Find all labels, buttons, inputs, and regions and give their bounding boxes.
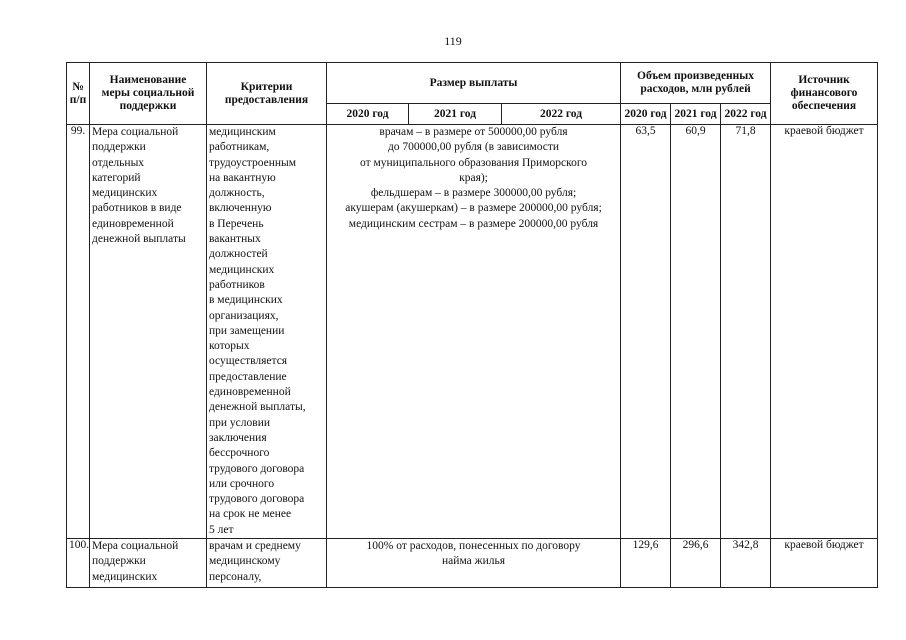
header-payment-2021: 2021 год bbox=[409, 104, 502, 125]
header-payment: Размер выплаты bbox=[327, 63, 621, 104]
volume-2021: 296,6 bbox=[671, 539, 721, 588]
header-volume-2021: 2021 год bbox=[671, 104, 721, 125]
page-number: 119 bbox=[444, 34, 462, 48]
table-row bbox=[67, 125, 878, 539]
volume-2021: 60,9 bbox=[671, 125, 721, 539]
header-volume: Объем произведенных расходов, млн рублей bbox=[621, 63, 771, 104]
volume-2020: 63,5 bbox=[621, 125, 671, 539]
header-criteria: Критерии предоставления bbox=[207, 63, 327, 125]
volume-2022: 71,8 bbox=[721, 125, 771, 539]
volume-2022: 342,8 bbox=[721, 539, 771, 588]
volume-2020: 129,6 bbox=[621, 539, 671, 588]
header-volume-2020: 2020 год bbox=[621, 104, 671, 125]
header-volume-2022: 2022 год bbox=[721, 104, 771, 125]
funding-source: краевой бюджет bbox=[771, 539, 878, 588]
social-support-table bbox=[66, 62, 878, 588]
payment-amount: врачам – в размере от 500000,00 рубля до 700000,00 рубля (в зависимости от муниципального образования Приморского края); фельдшерам – в размере 300000,00 рубля; акушерам (акушеркам) – в размере 200000,00 рубля; медицинским сестрам – в размере 200000,00 рубля bbox=[327, 125, 621, 539]
criteria: медицинским работникам, трудоустроенным на вакантную должность, включенную в Перечень вакантных должностей медицинских работников в медицинских организациях, при замещении которых осуществляется предоставление единовременной денежной выплаты, при условии заключения бессрочного трудового договора или срочного трудового договора на срок не менее 5 лет bbox=[207, 125, 327, 539]
funding-source: краевой бюджет bbox=[771, 125, 878, 539]
header-measure: Наименование меры социальной поддержки bbox=[90, 63, 207, 125]
measure-name: Мера социальной поддержки медицинских bbox=[90, 539, 207, 588]
header-payment-2022: 2022 год bbox=[502, 104, 621, 125]
header-source: Источник финансового обеспечения bbox=[771, 63, 878, 125]
table-row bbox=[67, 539, 878, 588]
row-number: 99. bbox=[67, 125, 90, 539]
measure-name: Мера социальной поддержки отдельных категорий медицинских работников в виде единовременной денежной выплаты bbox=[90, 125, 207, 539]
row-number: 100. bbox=[67, 539, 90, 588]
header-number: № п/п bbox=[67, 63, 90, 125]
payment-amount: 100% от расходов, понесенных по договору найма жилья bbox=[327, 539, 621, 588]
header-payment-2020: 2020 год bbox=[327, 104, 409, 125]
criteria: врачам и среднему медицинскому персоналу, bbox=[207, 539, 327, 588]
